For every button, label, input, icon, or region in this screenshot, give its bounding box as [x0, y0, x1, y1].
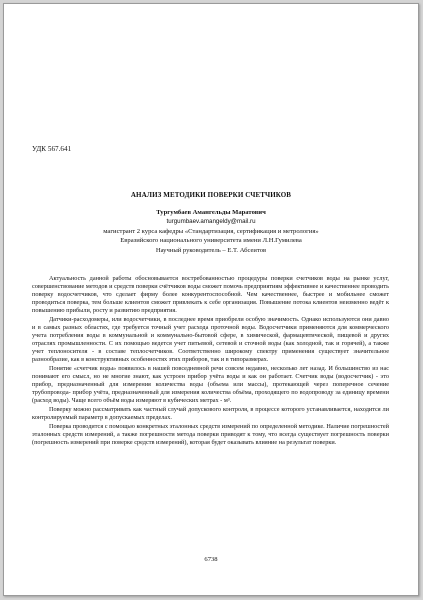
scientific-supervisor: Научный руководитель – Е.Т. Абсеитов: [155, 246, 267, 254]
paragraph: Поверка проводится с помощью конкретных эталонных средств измерений по определенной методике. Наличие погрешностей эталонных средств измерений, а также погрешности метода поверки приводят к тому, что всегда существует погрешность поверки (погрешность измерений при поверке средств измерений), которая будет оказывать влияние на результат поверки.: [32, 422, 389, 446]
paragraph: Датчики-расходомеры, или водосчетчики, в последнее время приобрели особую значимость. Однако используются они давно и в самых разных областях, где требуется точный учет расхода проточной воды. Водосчетчики применяются для коммерческого учета потребления воды в коммунальной и коммунально-бытовой сфере, в химической, фармацевтической, пищевой и других отраслях промышленности. С их помощью ведется учет питьевой, сетевой и сточной воды (как холодной, так и горячей), а также учет теплоносителя - в составе теплосчетчиков. Соответственно широкому спектру применения существует значительное разнообразие, как в конструктивных особенностях этих приборов, так и в типоразмерах.: [32, 315, 389, 364]
author-name: Тургумбаев Амангельды Маратович: [156, 209, 266, 216]
paragraph: Актуальность данной работы обосновывается востребованностью процедуры поверки счетчиков воды на рынке услуг, совершенствование методов и средств поверки счётчиков воды сможет помочь предприятиям эффективнее и качественнее проводить поверку водосчетчиков, что сделает фирму более конкурентоспособной. Чем качественнее, быстрее и мобильнее сможет проводиться поверка, тем больше клиентов сможет привлекать к себе организация. Повышение потока клиентов неизменно ведёт к повышению прибыли, росту и развитию предприятия.: [32, 275, 389, 315]
author-email: turgumbaev.amangeldy@mail.ru: [166, 218, 256, 226]
author-affiliation: магистрант 2 курса кафедры «Стандартизация, сертификация и метрология»: [103, 227, 319, 235]
page-number: 6738: [204, 556, 218, 563]
document-page: [3, 3, 419, 596]
paragraph: Понятие «счетчик воды» появилось в нашей повседневной речи совсем недавно, несколько лет назад. И большинство из нас понимают его смысл, но не многие знают, как устроен прибор учёта воды и как он работает. Счетчик воды (водосчетчик) - это прибор, предназначенный для измерения количества воды (объема или массы), протекающей через поперечное сечение трубопровода- прибор учёта, предназначенный для измерения количества объёма, проходящего по водопроводу за единицу времени (расход воды). Чаще всего объём воды измеряют в кубических метрах - м³.: [32, 365, 389, 405]
article-body: [32, 275, 389, 447]
author-university: Евразийского национального университета имени Л.Н.Гумилева: [120, 237, 302, 245]
article-title: АНАЛИЗ МЕТОДИКИ ПОВЕРКИ СЧЕТЧИКОВ: [130, 191, 292, 199]
paragraph: Поверку можно рассматривать как частный случай допускового контроля, в процессе которого устанавливается, находится ли контролируемый параметр в допускаемых пределах.: [32, 406, 389, 422]
udk-code: УДК 567.641: [32, 145, 72, 153]
author-block: [4, 208, 418, 255]
